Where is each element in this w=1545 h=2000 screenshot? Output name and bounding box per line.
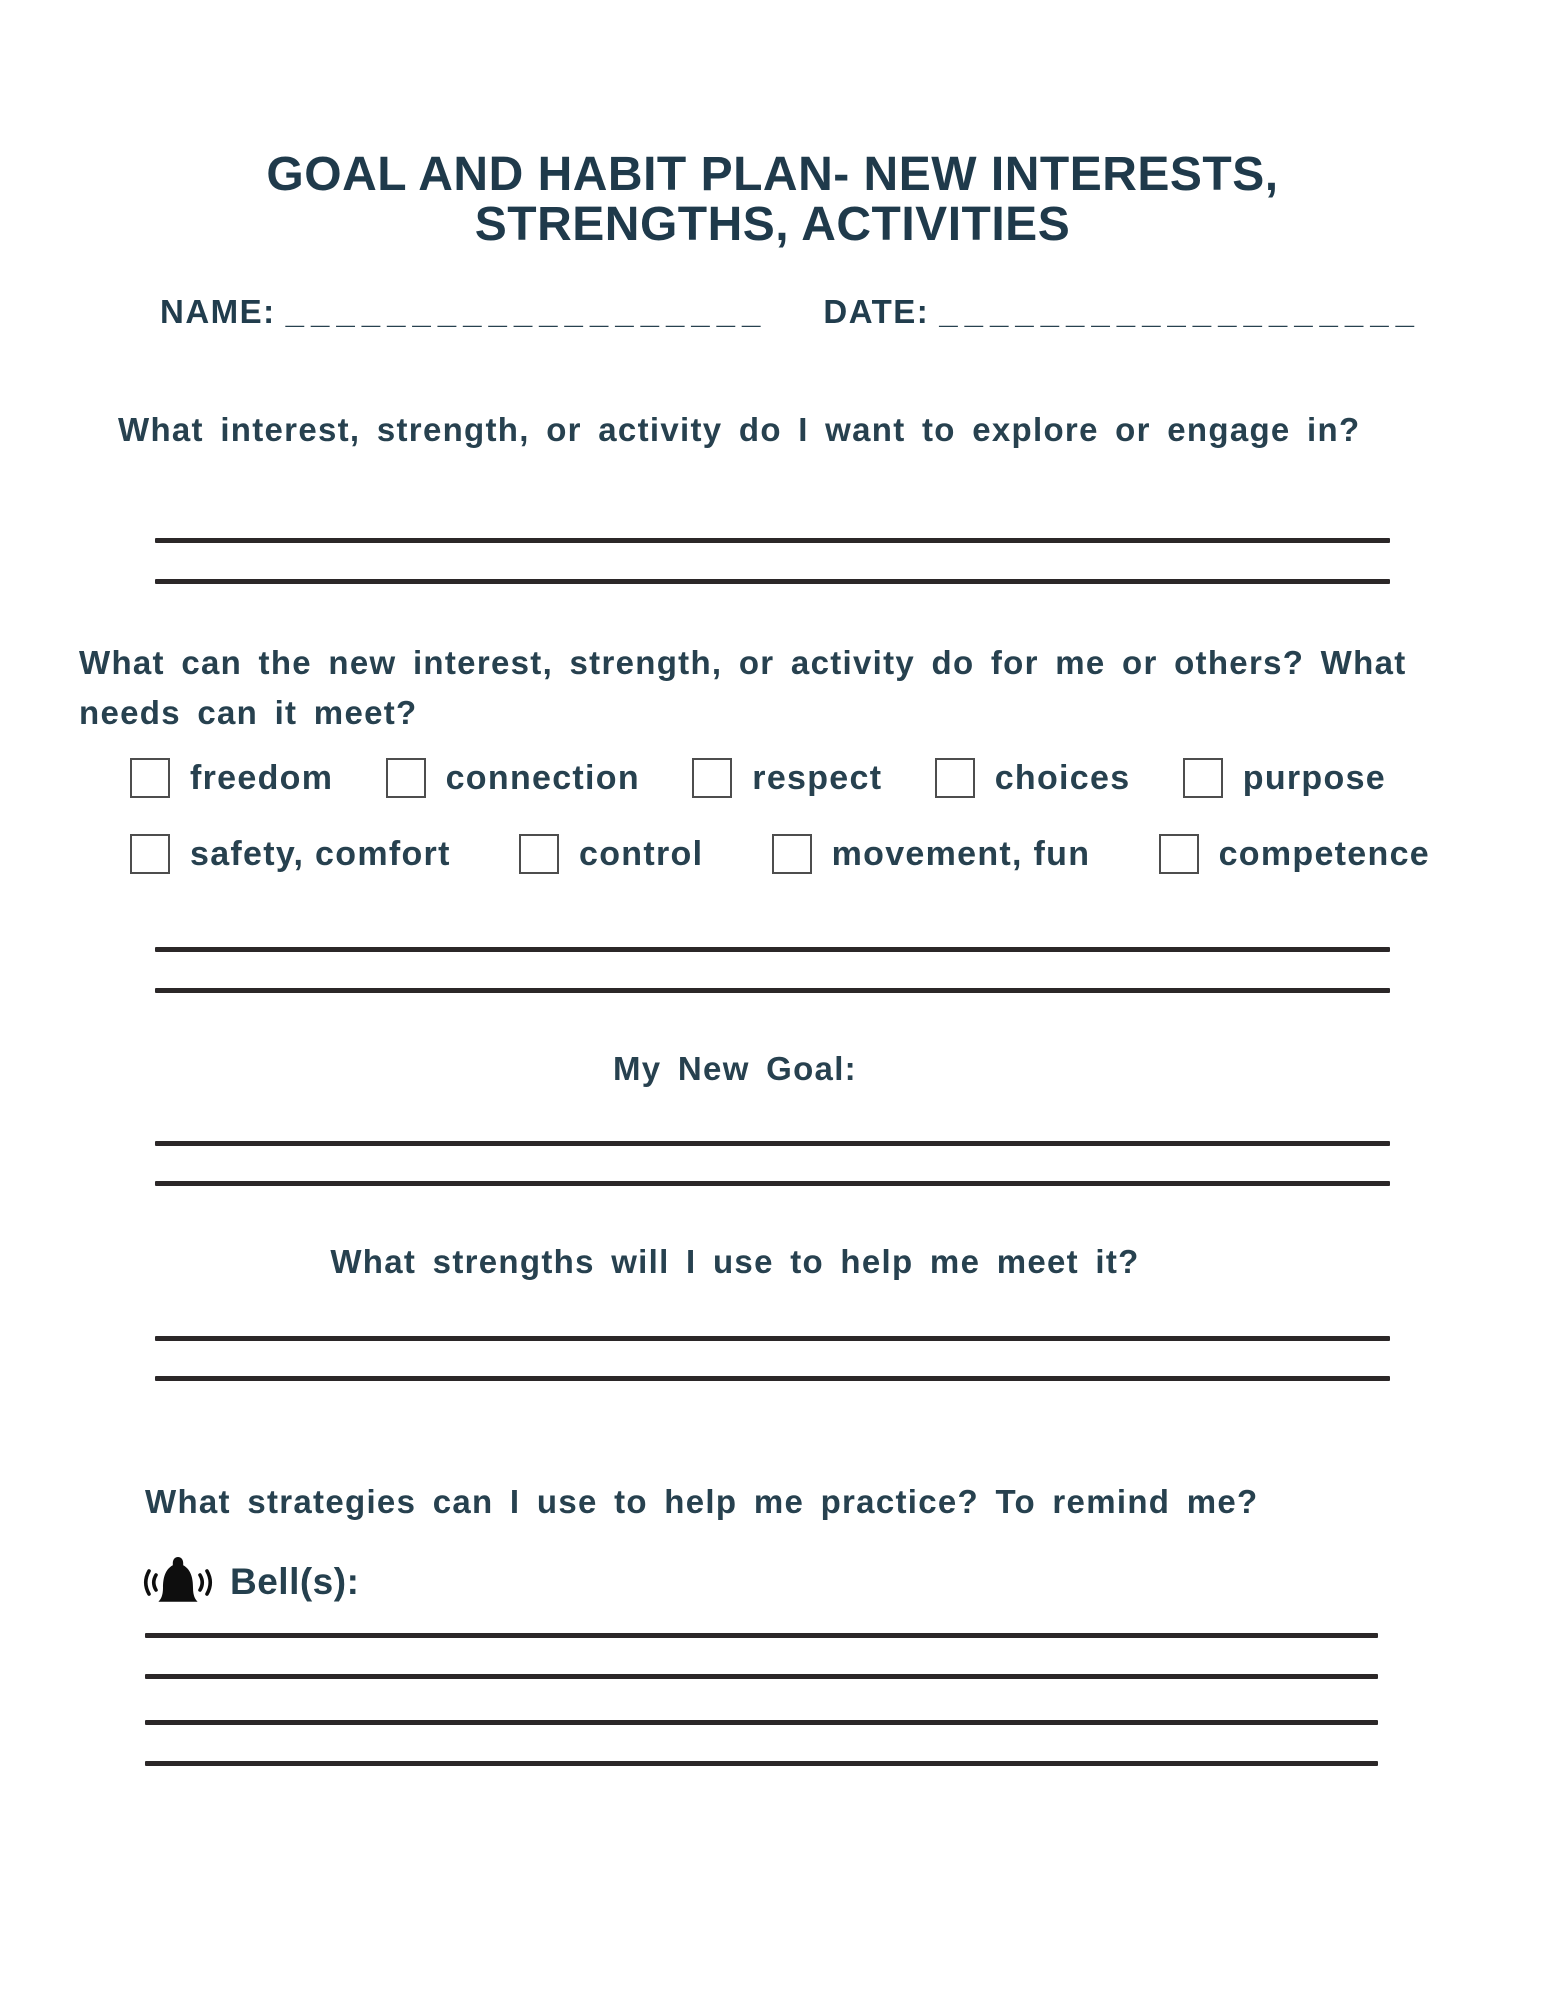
question-strengths: What strengths will I use to help me meet it? (330, 1243, 1140, 1280)
name-date-row (160, 293, 1440, 331)
checkbox-freedom[interactable] (130, 758, 170, 798)
checkbox-label: purpose (1242, 758, 1386, 797)
date-blank-field[interactable]: ___________________ (939, 293, 1421, 330)
checkbox-label: safety, comfort (190, 834, 451, 873)
answer-line[interactable] (155, 947, 1390, 952)
needs-checkbox-row-1 (130, 758, 1386, 798)
answer-line[interactable] (155, 579, 1390, 584)
answer-line[interactable] (155, 1336, 1390, 1341)
checkbox-control[interactable] (519, 834, 559, 874)
need-option-control (519, 834, 703, 874)
need-option-freedom (130, 758, 333, 798)
answer-line[interactable] (145, 1761, 1378, 1766)
bells-label: Bell(s): (230, 1561, 360, 1602)
checkbox-label: choices (994, 758, 1131, 797)
need-option-movement-fun (772, 834, 1091, 874)
answer-line[interactable] (155, 538, 1390, 543)
need-option-choices (935, 758, 1131, 798)
question-strategies: What strategies can I use to help me practice? To remind me? (145, 1483, 1259, 1520)
bells-row (140, 1550, 359, 1614)
answer-line[interactable] (155, 1141, 1390, 1146)
answer-line[interactable] (145, 1674, 1378, 1679)
checkbox-purpose[interactable] (1183, 758, 1223, 798)
name-blank-field[interactable]: ___________________ (285, 293, 768, 330)
checkbox-connection[interactable] (386, 758, 426, 798)
checkbox-label: connection (445, 758, 640, 797)
question-needs: What can the new interest, strength, or activity do for me or others? What needs can it meet? (79, 644, 1407, 731)
need-option-respect (692, 758, 882, 798)
answer-line[interactable] (155, 1181, 1390, 1186)
answer-line[interactable] (155, 1376, 1390, 1381)
checkbox-respect[interactable] (692, 758, 732, 798)
need-option-safety-comfort (130, 834, 451, 874)
checkbox-label: competence (1218, 834, 1430, 873)
need-option-purpose (1183, 758, 1386, 798)
answer-line[interactable] (145, 1720, 1378, 1725)
ringing-bell-icon (140, 1550, 216, 1614)
checkbox-label: movement, fun (831, 834, 1091, 873)
answer-line[interactable] (145, 1633, 1378, 1638)
checkbox-movement-fun[interactable] (772, 834, 812, 874)
name-label: NAME: (160, 293, 276, 330)
answer-line[interactable] (155, 988, 1390, 993)
checkbox-competence[interactable] (1159, 834, 1199, 874)
goal-heading: My New Goal: (613, 1050, 857, 1087)
checkbox-label: respect (752, 758, 883, 797)
date-label: DATE: (823, 293, 930, 330)
need-option-connection (386, 758, 640, 798)
checkbox-choices[interactable] (935, 758, 975, 798)
page-title-text: GOAL AND HABIT PLAN- NEW INTERESTS, STRENGTHS, ACTIVITIES (266, 148, 1279, 252)
checkbox-label: control (579, 834, 704, 873)
need-option-competence (1159, 834, 1430, 874)
needs-checkbox-row-2 (130, 834, 1430, 874)
question-explore: What interest, strength, or activity do I want to explore or engage in? (118, 411, 1361, 448)
checkbox-safety-comfort[interactable] (130, 834, 170, 874)
checkbox-label: freedom (190, 758, 334, 797)
page-title (0, 150, 1545, 251)
